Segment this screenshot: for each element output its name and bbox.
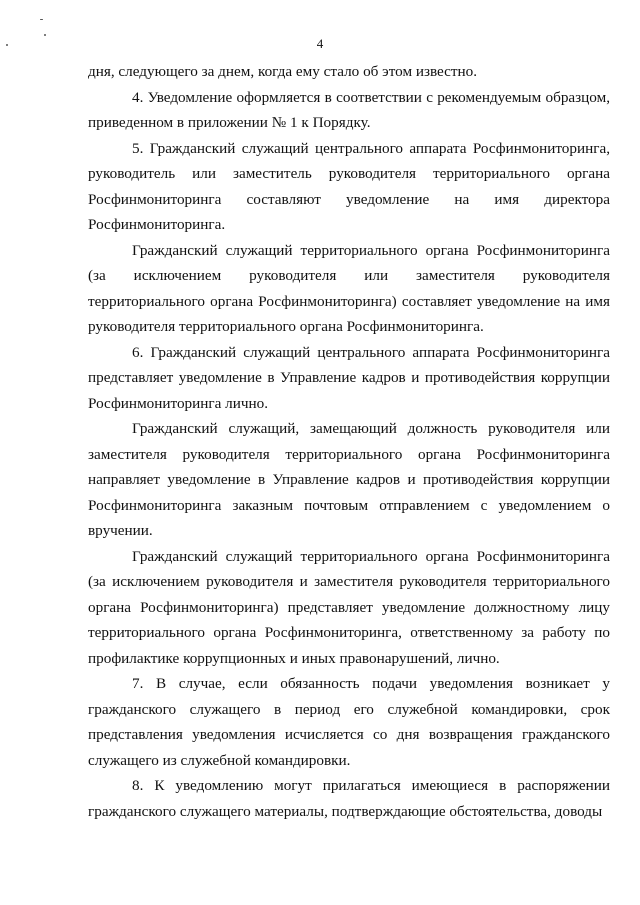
paragraph-item-6-territorial: Гражданский служащий территориального органа Росфинмониторинга (за исключением руководителя и заместителя руководителя территориального органа Росфинмониторинга) представляет уведомление должностному лицу территориального органа Росфинмониторинга, ответственному за работу по профилактике коррупционных и иных правонарушений, лично. bbox=[88, 547, 610, 667]
paragraph-item-4: 4. Уведомление оформляется в соответствии с рекомендуемым образцом, приведенном в приложении № 1 к Порядку. bbox=[88, 88, 610, 131]
paragraph-item-6: 6. Гражданский служащий центрального аппарата Росфинмониторинга представляет уведомление в Управление кадров и противодействия коррупции Росфинмониторинга лично. bbox=[88, 343, 610, 412]
document-body bbox=[88, 59, 610, 824]
paragraph-item-5: 5. Гражданский служащий центрального аппарата Росфинмониторинга, руководитель или заместитель руководителя территориального органа Росфинмониторинга составляют уведомление на имя директора Росфинмониторинга. bbox=[88, 139, 610, 233]
paragraph-continuation: дня, следующего за днем, когда ему стало об этом известно. bbox=[88, 63, 478, 80]
scan-speck bbox=[40, 19, 43, 20]
paragraph-item-8: 8. К уведомлению могут прилагаться имеющиеся в распоряжении гражданского служащего материалы, подтверждающие обстоятельства, доводы bbox=[88, 777, 610, 820]
paragraph-item-6-head: Гражданский служащий, замещающий должность руководителя или заместителя руководителя территориального органа Росфинмониторинга направляет уведомление в Управление кадров и противодействия коррупции Росфинмониторинга заказным почтовым отправлением с уведомлением о вручении. bbox=[88, 420, 610, 539]
paragraph-item-7: 7. В случае, если обязанность подачи уведомления возникает у гражданского служащего в период его служебной командировки, срок представления уведомления исчисляется со дня возвращения гражданского служащего из служебной командировки. bbox=[88, 675, 610, 769]
paragraph-item-5-territorial: Гражданский служащий территориального органа Росфинмониторинга (за исключением руководителя или заместителя руководителя территориального органа Росфинмониторинга) составляет уведомление на имя руководителя территориального органа Росфинмониторинга. bbox=[88, 241, 610, 335]
page-number: 4 bbox=[316, 36, 324, 51]
